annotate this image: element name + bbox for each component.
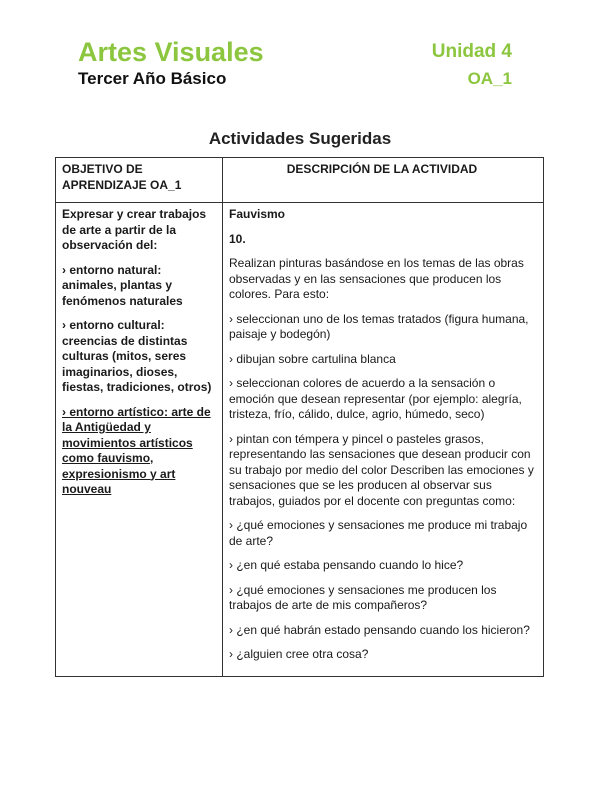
subject-title: Artes Visuales: [78, 37, 264, 67]
table-row: [56, 203, 544, 677]
description-header: DESCRIPCIÓN DE LA ACTIVIDAD: [223, 158, 544, 203]
section-title: Actividades Sugeridas: [208, 129, 392, 148]
description-step: › pintan con témpera y pincel o pasteles grasos, representando las sensaciones que desean producir con su trabajo por medio del color Describen las emociones y sensaciones que se les producen al observar sus trabajos, guiados por el docente con preguntas como:: [229, 431, 534, 508]
objective-cell: [56, 203, 223, 677]
table-header-row: [56, 158, 544, 203]
description-cell: [223, 203, 544, 677]
objective-natural: › entorno natural: animales, plantas y fenómenos naturales: [62, 262, 183, 308]
activity-number: 10.: [229, 231, 246, 246]
objective-intro: Expresar y crear trabajos de arte a partir de la observación del:: [62, 207, 207, 252]
description-step: › dibujan sobre cartulina blanca: [229, 351, 396, 366]
unit-title: Unidad 4: [431, 41, 512, 62]
oa-code: OA_1: [467, 69, 512, 88]
activity-table: [55, 157, 544, 677]
guiding-question: › ¿alguien cree otra cosa?: [229, 647, 369, 661]
guiding-question: › ¿en qué habrán estado pensando cuando los hicieron?: [229, 622, 530, 637]
description-step: › seleccionan uno de los temas tratados (figura humana, paisaje y bodegón): [229, 311, 529, 341]
grade-title: Tercer Año Básico: [78, 69, 227, 88]
header-left: [78, 36, 264, 90]
guiding-question: › ¿qué emociones y sensaciones me produce mi trabajo de arte?: [229, 518, 528, 548]
description-step: › seleccionan colores de acuerdo a la sensación o emoción que desean representar (por ejemplo: alegría, tristeza, frío, cálido, dulce, agrio, húmedo, seco): [229, 376, 522, 421]
objective-artistic: › entorno artístico: arte de la Antigüedad y movimientos artísticos como fauvismo, expresionismo y art nouveau: [62, 404, 211, 496]
description-intro: Realizan pinturas basándose en los temas de las obras observadas y en las sensaciones que producen los colores. Para esto:: [229, 256, 524, 301]
activity-title: Fauvismo: [229, 207, 286, 221]
header-right: [432, 36, 512, 90]
guiding-question: › ¿en qué estaba pensando cuando lo hice?: [229, 558, 464, 572]
objective-cultural: › entorno cultural: creencias de distintas culturas (mitos, seres imaginarios, dioses, fiestas, tradiciones, otros): [62, 318, 212, 394]
guiding-question: › ¿qué emociones y sensaciones me producen los trabajos de arte de mis compañeros?: [229, 582, 497, 612]
objective-header: OBJETIVO DE APRENDIZAJE OA_1: [56, 158, 223, 203]
